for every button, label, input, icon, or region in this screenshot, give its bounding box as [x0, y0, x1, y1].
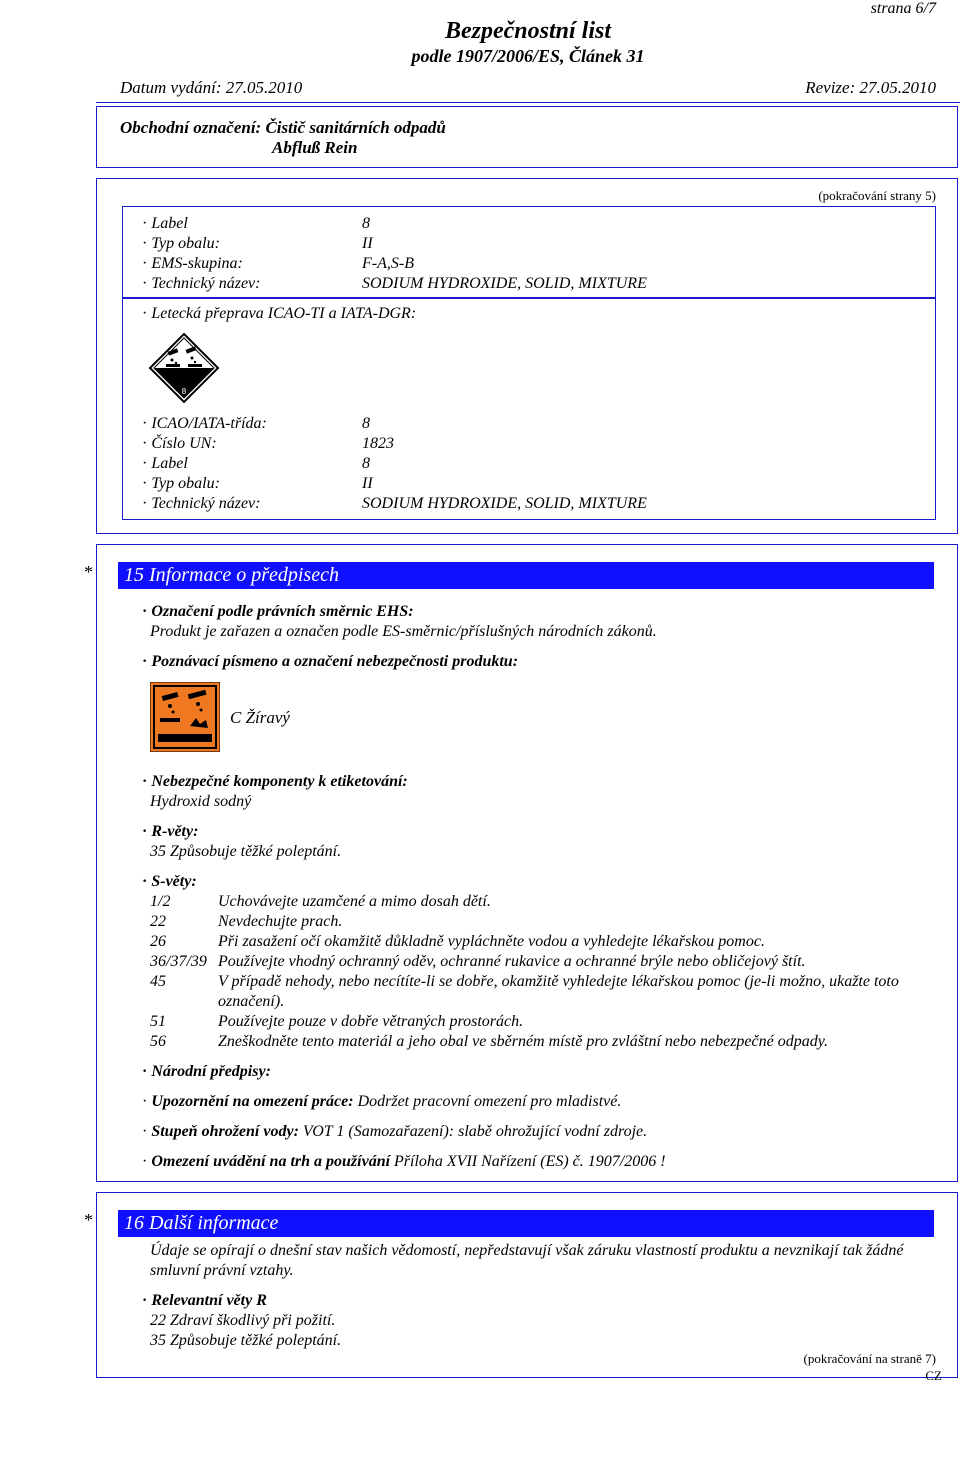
components-value: Hydroxid sodný: [150, 793, 252, 810]
water-hazard-text: VOT 1 (Samozařazení): slabě ohrožující vodní zdroje.: [302, 1123, 648, 1140]
market-restriction-text: Příloha XVII Nařízení (ES) č. 1907/2006 !: [394, 1153, 666, 1170]
section-16-star: *: [84, 1210, 93, 1230]
sea-packing-value: II: [362, 235, 373, 252]
section-15-title: 15 Informace o předpisech: [118, 562, 934, 589]
air-label-value: 8: [362, 455, 370, 472]
relevant-r-label: · Relevantní věty R: [142, 1291, 267, 1311]
product-name: Abfluß Rein: [272, 138, 358, 157]
s-phrase-text: Používejte pouze v dobře větraných prostorách.: [218, 1013, 524, 1030]
product-label: Obchodní označení: Čistič sanitárních odpadů: [120, 118, 446, 137]
corrosive-hazard-icon: [150, 682, 220, 752]
corrosive-transport-diamond-icon: [148, 332, 220, 404]
issue-date: Datum vydání: 27.05.2010: [120, 78, 303, 97]
s-phrase-code: 22: [150, 913, 166, 930]
s-phrase-text: Používejte vhodný ochranný oděv, ochranné rukavice a ochranné brýle nebo obličejový štít.: [218, 953, 806, 970]
country-code: CZ: [925, 1368, 942, 1383]
sea-ems-value: F-A,S-B: [362, 255, 414, 272]
sea-packing-label: · Typ obalu:: [142, 234, 220, 254]
air-un-label: · Číslo UN:: [142, 434, 217, 454]
continuation-top: (pokračování strany 5): [818, 188, 936, 203]
r-phrases-label: · R-věty:: [142, 822, 198, 842]
s-phrases-label: · S-věty:: [142, 872, 197, 892]
sea-technical-name-label: · Technický název:: [142, 274, 260, 294]
s-phrase-code: 36/37/39: [150, 953, 207, 970]
section-15-star: *: [84, 562, 93, 582]
revision-date: Revize: 27.05.2010: [805, 78, 936, 97]
s-phrase-code: 26: [150, 933, 166, 950]
document-subtitle: podle 1907/2006/ES, Článek 31: [411, 46, 645, 66]
s-phrase-text: Uchovávejte uzamčené a mimo dosah dětí.: [218, 893, 491, 910]
s-phrase-text: Při zasažení očí okamžitě důkladně vypláchněte vodou a vyhledejte lékařskou pomoc.: [218, 933, 765, 950]
s-phrase-code: 1/2: [150, 893, 171, 910]
air-class-label: · ICAO/IATA-třída:: [142, 414, 267, 434]
s-phrase-text: V případě nehody, nebo necítíte-li se dobře, okamžitě vyhledejte lékařskou pomoc (je-li možno, ukažte toto označení).: [218, 973, 899, 1010]
continuation-bottom: (pokračování na straně 7): [803, 1351, 936, 1366]
pictogram-number: 8: [181, 387, 187, 396]
water-hazard: [142, 1122, 647, 1142]
sea-label-label: · Label: [142, 214, 188, 234]
s-phrase-text: Nevdechujte prach.: [218, 913, 343, 930]
r-phrases-text: 35 Způsobuje těžké poleptání.: [150, 843, 342, 860]
hazard-letter-label: · Poznávací písmeno a označení nebezpečnosti produktu:: [142, 652, 518, 672]
section-16-text: Údaje se opírají o dnešní stav našich vědomostí, nepředstavují však záruku vlastností produktu a nevznikají tak žádné smluvní právní vztahy.: [150, 1242, 904, 1279]
water-hazard-label: Stupeň ohrožení vody:: [151, 1123, 299, 1140]
market-restriction-label: Omezení uvádění na trh a používání: [151, 1153, 391, 1170]
air-label-label: · Label: [142, 454, 188, 474]
air-packing-value: II: [362, 475, 373, 492]
work-restriction: [142, 1092, 621, 1112]
market-restriction: [142, 1152, 666, 1172]
ehs-text: Produkt je zařazen a označen podle ES-směrnic/příslušných národních zákonů.: [150, 623, 657, 640]
hazard-symbol-text: C Žíravý: [230, 708, 290, 727]
sea-label-value: 8: [362, 215, 370, 232]
s-phrase-text: Zneškodněte tento materiál a jeho obal ve sběrném místě pro zvláštní nebo nebezpečné odpady.: [218, 1033, 828, 1050]
page-number: strana 6/7: [870, 0, 936, 17]
relevant-r-line: 35 Způsobuje těžké poleptání.: [150, 1332, 342, 1349]
national-regulations-label: · Národní předpisy:: [142, 1062, 271, 1082]
s-phrase-code: 45: [150, 973, 166, 990]
s-phrase-code: 56: [150, 1033, 166, 1050]
air-technical-name-value: SODIUM HYDROXIDE, SOLID, MIXTURE: [362, 495, 647, 512]
work-restriction-label: Upozornění na omezení práce:: [151, 1093, 354, 1110]
relevant-r-line: 22 Zdraví škodlivý při požití.: [150, 1312, 336, 1329]
components-label: · Nebezpečné komponenty k etiketování:: [142, 772, 408, 792]
sea-technical-name-value: SODIUM HYDROXIDE, SOLID, MIXTURE: [362, 275, 647, 292]
work-restriction-text: Dodržet pracovní omezení pro mladistvé.: [357, 1093, 622, 1110]
air-transport-box: [122, 298, 936, 520]
sea-ems-label: · EMS-skupina:: [142, 254, 243, 274]
s-phrase-code: 51: [150, 1013, 166, 1030]
air-technical-name-label: · Technický název:: [142, 494, 260, 514]
header-rule: [96, 102, 960, 103]
air-heading: · Letecká přeprava ICAO-TI a IATA-DGR:: [142, 304, 416, 324]
section-16-title: 16 Další informace: [118, 1210, 934, 1237]
air-un-value: 1823: [362, 435, 394, 452]
air-class-value: 8: [362, 415, 370, 432]
document-title: Bezpečnostní list: [444, 18, 612, 44]
ehs-label: · Označení podle právních směrnic EHS:: [142, 602, 414, 622]
air-packing-label: · Typ obalu:: [142, 474, 220, 494]
